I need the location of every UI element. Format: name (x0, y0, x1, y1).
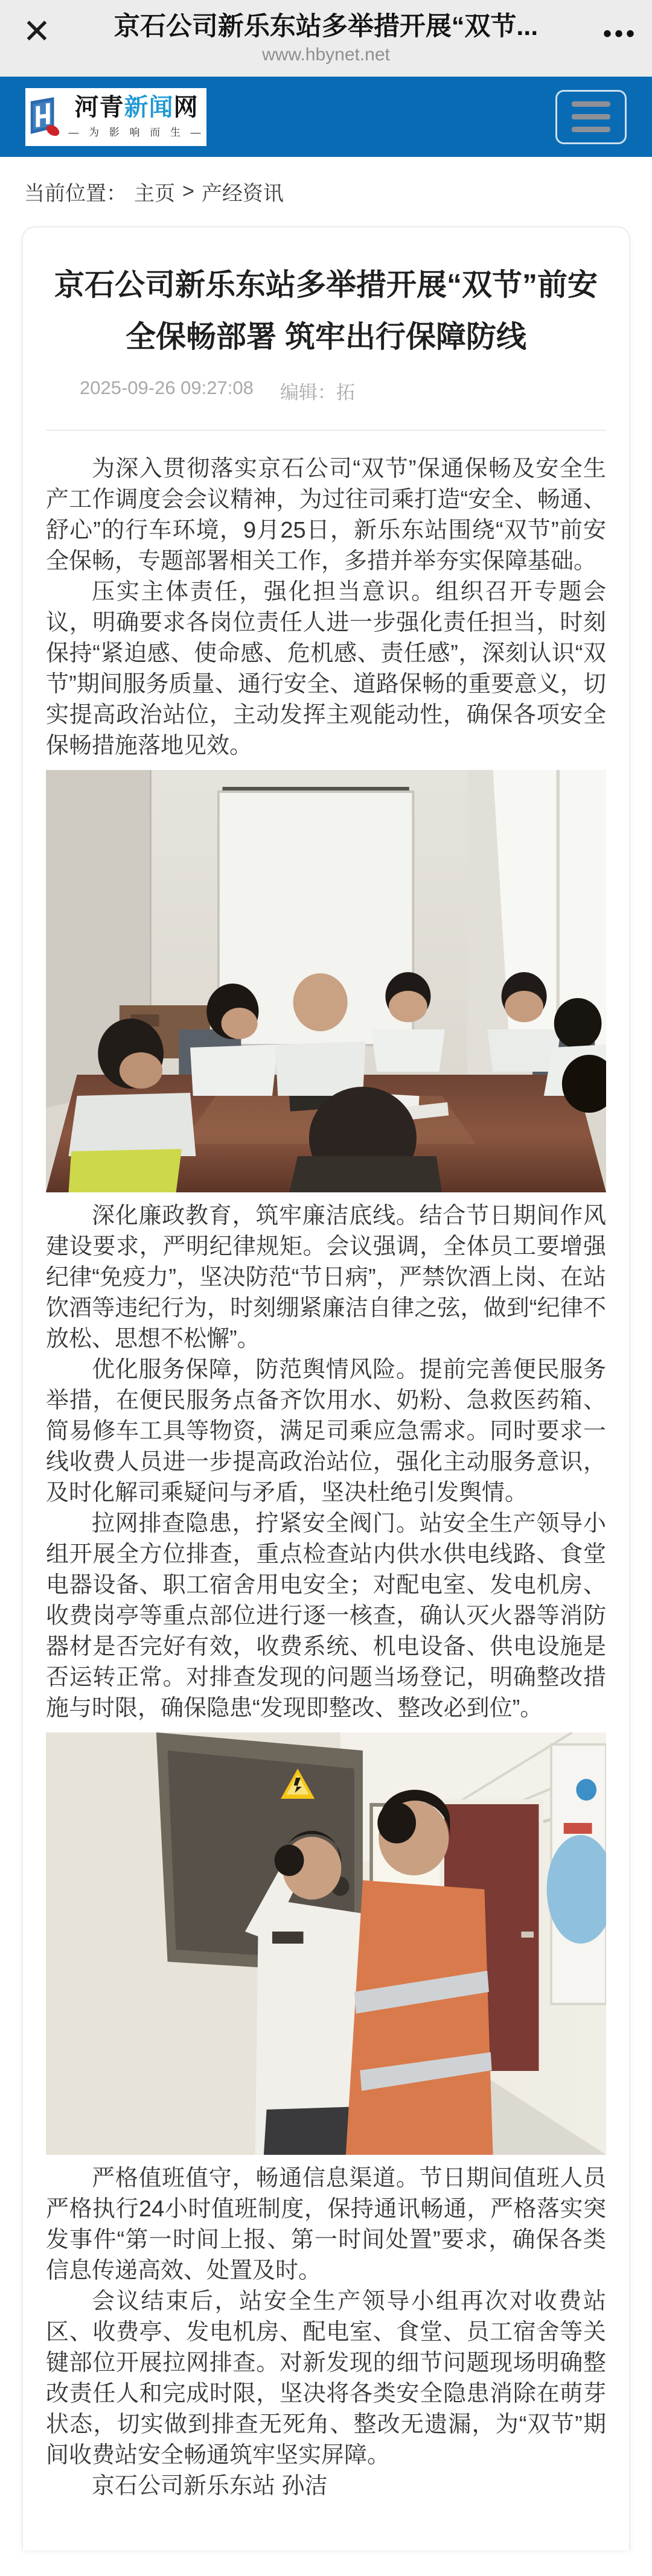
meeting-room-photo (46, 770, 606, 1192)
article-paragraph: 会议结束后，站安全生产领导小组再次对收费站区、收费亭、发电机房、配电室、食堂、员工宿舍等关键部位开展拉网排查。对新发现的细节问题现场明确整改责任人和完成时限，坚决将各类安全隐患消除在萌芽状态，切实做到排查无死角、整改无遗漏，为“双节”期间收费站安全畅通筑牢坚实屏障。 (46, 2289, 606, 2468)
breadcrumb-category-link[interactable]: 产经资讯 (201, 182, 284, 205)
article-paragraph: 为深入贯彻落实京石公司“双节”保通保畅及安全生产工作调度会会议精神，为过往司乘打造“安全、畅通、舒心”的行车环境，9月25日，新乐东站围绕“双节”前安全保畅，专题部署相关工作，多措并举夯实保障基础。 (46, 456, 606, 574)
article-card (22, 226, 630, 2550)
logo-text (68, 95, 204, 139)
article-title: 京石公司新乐东站多举措开展“双节”前安全保畅部署 筑牢出行保障防线 (54, 268, 598, 354)
breadcrumb (0, 157, 652, 226)
logo-name (75, 95, 199, 120)
article-paragraph: 优化服务保障，防范舆情风险。提前完善便民服务举措，在便民服务点备齐饮用水、奶粉、急救医药箱、简易修车工具等物资，满足司乘应急需求。同时要求一线收费人员进一步提高政治站位，强化主动服务意识，及时化解司乘疑问与矛盾，坚决杜绝引发舆情。 (46, 1357, 606, 1506)
article-editor: 编辑：拓 (280, 382, 355, 403)
more-menu-icon[interactable]: ••• (602, 21, 638, 47)
article-meta (46, 377, 606, 404)
titlebar-center (0, 11, 652, 66)
article-body (46, 454, 606, 2502)
breadcrumb-separator: > (182, 180, 194, 203)
logo-name-part2: 新闻 (124, 94, 174, 121)
article-figure (46, 1732, 606, 2155)
site-logo[interactable] (25, 88, 206, 146)
article-paragraph: 压实主体责任，强化担当意识。组织召开专题会议，明确要求各岗位责任人进一步强化责任担当，时刻保持“紧迫感、使命感、危机感、责任感”，深刻认识“双节”期间服务质量、通行安全、道路保畅的重要意义，切实提高政治站位，主动发挥主观能动性，确保各项安全保畅措施落地见效。 (46, 579, 606, 758)
logo-name-part3: 网 (173, 94, 199, 121)
article-date: 2025-09-26 09:27:08 (80, 377, 254, 398)
logo-name-part1: 河青 (74, 94, 124, 121)
close-icon[interactable]: ✕ (22, 12, 51, 50)
hamburger-menu-button[interactable] (555, 90, 627, 144)
hamburger-bar (572, 127, 610, 132)
breadcrumb-label: 当前位置： (24, 182, 127, 205)
article-paragraph: 严格值班值守，畅通信息渠道。节日期间值班人员严格执行24小时值班制度，保持通讯畅通，严格落实突发事件“第一时间上报、第一时间处置”要求，确保各类信息传递高效、处置及时。 (46, 2166, 606, 2283)
hamburger-bar (572, 114, 610, 119)
browser-titlebar (0, 0, 652, 77)
breadcrumb-home-link[interactable]: 主页 (134, 182, 175, 205)
article-byline: 京石公司新乐东站 孙洁 (92, 2473, 328, 2499)
site-header (0, 77, 652, 157)
page-url: www.hbynet.net (262, 45, 390, 65)
article-figure (46, 770, 606, 1192)
hamburger-bar (572, 101, 610, 107)
page-title: 京石公司新乐东站多举措开展“双节... (113, 11, 539, 41)
corridor-inspection-photo (46, 1732, 606, 2155)
logo-tagline: — 为 影 响 而 生 — (68, 127, 205, 138)
meta-divider (46, 430, 606, 431)
article-paragraph: 拉网排查隐患，拧紧安全阀门。站安全生产领导小组开展全方位排查，重点检查站内供水供电线路、食堂电器设备、职工宿舍用电安全；对配电室、发电机房、收费岗亭等重点部位进行逐一核查，确认灭火器等消防器材是否完好有效，收费系统、机电设备、供电设施是否运转正常。对排查发现的问题当场登记，明确整改措施与时限，确保隐患“发现即整改、整改必到位”。 (46, 1511, 606, 1721)
logo-h-icon (27, 95, 62, 139)
article-paragraph: 深化廉政教育，筑牢廉洁底线。结合节日期间作风建设要求，严明纪律规矩。会议强调，全体员工要增强纪律“免疫力”，坚决防范“节日病”，严禁饮酒上岗、在站饮酒等违纪行为，时刻绷紧廉洁自律之弦，做到“纪律不放松、思想不松懈”。 (46, 1203, 606, 1352)
